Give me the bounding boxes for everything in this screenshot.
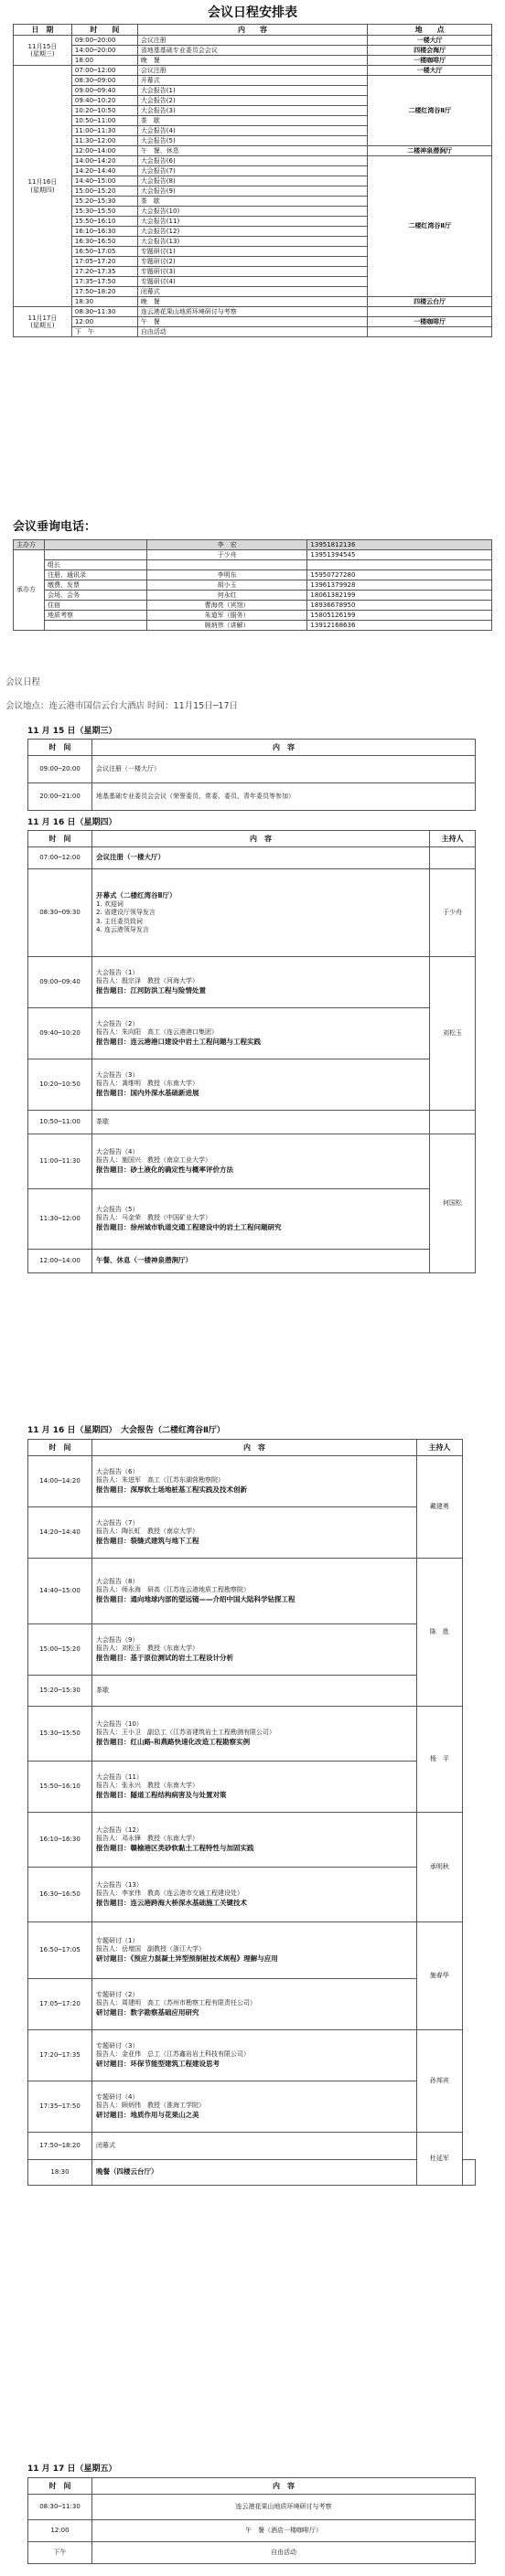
content-cell: 会议注册 [137, 36, 367, 46]
page-title: 会议日程安排表 [208, 5, 297, 20]
report-topic: 报告题目：砂土液化的确定性与概率评价方法 [96, 1165, 233, 1174]
table-row-time: 16:50─17:05 [28, 1922, 92, 1979]
contact-name: 何永红 [146, 591, 307, 601]
table-row [28, 1676, 476, 1707]
contact-role [44, 621, 146, 631]
host-phone: 13951812136 [307, 540, 492, 550]
report-label: 大会报告（3） [96, 1071, 139, 1079]
table-row [28, 1456, 476, 1507]
table-row-content: 连云港花果山地质环境研讨与考察 [92, 2495, 476, 2520]
table-row-content [92, 1507, 417, 1559]
table-row [14, 550, 492, 560]
contact-phone: 13912168636 [307, 621, 492, 631]
location-cell: 一楼大厅 [368, 66, 492, 76]
table-row-content: 自由活动 [92, 2542, 476, 2564]
time-cell: 14:00─20:00 [71, 46, 137, 56]
time-cell: 18:00 [71, 56, 137, 66]
table-row-content [92, 2081, 417, 2133]
time-cell: 09:00─09:40 [71, 86, 137, 96]
table-row [14, 56, 492, 66]
table-row-time: 16:10─16:30 [28, 1813, 92, 1868]
table-row-time: 18:30 [28, 2160, 92, 2186]
day2a-title: 11 月 16 日（星期四） [27, 818, 117, 827]
report-label: 大会报告（1） [96, 969, 139, 976]
report-label: 大会报告（11） [96, 1773, 143, 1781]
content-cell: 晚 餐 [137, 297, 367, 307]
table-row-time: 11:30─12:00 [28, 1189, 92, 1250]
table-row-content [92, 1707, 417, 1762]
table-row [28, 2133, 476, 2160]
table-row-time: 17:50─18:20 [28, 2133, 92, 2160]
contact-role: 注册、通讯录 [44, 570, 146, 580]
speaker: 报告人：师永海 研高（江苏连云港地质工程勘察院） [96, 1586, 250, 1594]
table-row-time: 14:40─15:00 [28, 1559, 92, 1624]
time-cell: 12:00─14:00 [71, 146, 137, 156]
content-cell: 大会报告(3) [137, 106, 367, 116]
table-row-content [92, 1676, 417, 1707]
report-topic: 报告题目：国内外深水基础新进展 [96, 1088, 199, 1097]
content-cell: 大会报告(12) [137, 227, 367, 237]
day2a-table [27, 830, 476, 1273]
table-row [14, 146, 492, 156]
table-row-content [92, 2030, 417, 2081]
table-row-content: 地基基础专业委员会会议（荣誉委员、常委、委员、青年委员等参加） [92, 783, 476, 811]
contact-name: 李明东 [146, 570, 307, 580]
speaker: 报告人：王小卫 副总工（江苏省建筑岩土工程勘测有限公司） [96, 1729, 275, 1737]
speaker: 报告人：殷宗泽 教授（河海大学） [96, 977, 199, 985]
speaker: 报告人：金亚伟 总工（江苏鑫岩岩土科技有限公司） [96, 2050, 250, 2059]
table-row-content [92, 2133, 417, 2160]
speaker: 报告人：顾炳伟 教授（淮海工学院） [96, 2102, 205, 2110]
time-cell: 15:50─16:10 [71, 217, 137, 227]
time-cell: 11:30─12:00 [71, 136, 137, 146]
time-cell: 09:00─20:00 [71, 36, 137, 46]
location-cell: 二楼红湾谷Ⅱ厅 [368, 156, 492, 297]
contact-phone: 13951394545 [307, 550, 492, 560]
contact-name: 胡小玉 [146, 580, 307, 591]
report-label: 大会报告（4） [96, 1148, 139, 1155]
day3-table [27, 2477, 476, 2564]
table-row-content: 茶歇 [92, 1111, 430, 1134]
table-row-content [92, 1813, 417, 1868]
content-cell: 大会报告(2) [137, 96, 367, 106]
day1-col-content: 内 容 [92, 740, 476, 756]
table-row [14, 560, 492, 570]
host-name: 孙邦宾 [416, 2030, 462, 2133]
table-row-time: 17:35─17:50 [28, 2081, 92, 2133]
content-cell: 大会报告(8) [137, 176, 367, 186]
report-topic: 研讨题目：环保节能型建筑工程建设思考 [96, 2059, 220, 2068]
table-row [28, 1762, 476, 1813]
content-cell: 专题研讨(2) [137, 257, 367, 267]
time-cell: 12:00 [71, 317, 137, 327]
date-cell [14, 66, 72, 307]
table-row-content [92, 1922, 417, 1979]
table-row-content [92, 1456, 417, 1507]
report-topic: 报告题目：赣榆港区类砂软黏土工程特性与加固实践 [96, 1843, 254, 1852]
contact-role: 会场、会务 [44, 591, 146, 601]
host-name: 施春华 [416, 1922, 462, 2030]
table-row [14, 66, 492, 76]
table-row-content [92, 1868, 417, 1922]
content-cell: 省地基基础专业委员会会议 [137, 46, 367, 56]
table-row-content [92, 1559, 417, 1624]
table-row [14, 36, 492, 46]
table-row [28, 2081, 476, 2133]
table-row-time: 09:00─09:40 [28, 957, 92, 1008]
day2b-table [27, 1439, 476, 2186]
report-label: 大会报告（9） [96, 1636, 139, 1644]
location-cell: 一楼咖啡厅 [368, 317, 492, 327]
table-row-time: 16:30─16:50 [28, 1868, 92, 1922]
location-cell [368, 307, 492, 317]
weekday-text: (星期三) [30, 50, 55, 58]
contact-phone: 15950727280 [307, 570, 492, 580]
col-date: 日 期 [14, 25, 72, 36]
time-cell: 下 午 [71, 327, 137, 337]
time-cell: 08:30─11:30 [71, 307, 137, 317]
speaker: 报告人：张永兴 教授（东南大学） [96, 1782, 199, 1790]
speaker: 报告人：刘松玉 教授（东南大学） [96, 1645, 199, 1653]
day3-col-content: 内 容 [92, 2478, 476, 2495]
content-cell: 晚 餐 [137, 56, 367, 66]
content-cell: 专题研讨(3) [137, 267, 367, 277]
table-row [14, 307, 492, 317]
weekday-text: (星期五) [30, 322, 55, 329]
contact-phone [307, 560, 492, 570]
table-row-time: 14:00─14:20 [28, 1456, 92, 1507]
speaker: 报告人：龚维明 教授（东南大学） [96, 1080, 199, 1088]
session-title: 开幕式（二楼红湾谷Ⅱ厅） [96, 890, 177, 899]
report-topic: 研讨题目：数字勘察基础应用研究 [96, 2007, 199, 2017]
table-row-time: 14:20─14:40 [28, 1507, 92, 1559]
time-cell: 07:00─12:00 [71, 66, 137, 76]
table-row [14, 601, 492, 611]
report-topic: 报告题目：连云港跨海大桥深水基础施工关键技术 [96, 1898, 247, 1907]
table-row [28, 1922, 476, 1979]
content-cell: 大会报告(10) [137, 207, 367, 217]
report-topic: 报告题目：通向地球内部的望远镜——介绍中国大陆科学钻探工程 [96, 1594, 295, 1603]
table-row-content: 午 餐（酒店一楼咖啡厅） [92, 2520, 476, 2542]
report-label: 大会报告（7） [96, 1519, 139, 1527]
report-topic: 晚餐（四楼云台厅） [96, 2167, 158, 2177]
table-row [28, 1979, 476, 2030]
report-topic: 报告题目：裂缝式建筑与地下工程 [96, 1536, 199, 1545]
table-row-content [92, 1624, 417, 1676]
host-name: 于少舟 [430, 869, 476, 957]
agenda-item: 1. 欢迎词 [96, 899, 124, 908]
contact-phone: 18936678950 [307, 601, 492, 611]
day2b-title: 11 月 16 日（星期四） 大会报告（二楼红湾谷Ⅱ厅） [27, 1426, 225, 1435]
content-cell: 大会报告(4) [137, 126, 367, 136]
speaker: 报告人：施国兴 教授（南京工业大学） [96, 1156, 211, 1165]
time-cell: 14:40─15:00 [71, 176, 137, 186]
host-name: 戴建勇 [416, 1456, 462, 1559]
schedule-subtitle: 会议日程 [5, 677, 41, 687]
report-label: 大会报告（2） [96, 1020, 139, 1027]
contact-role: 组长 [44, 560, 146, 570]
contact-name: 曹海亮（宾馆） [146, 601, 307, 611]
table-row-time: 09:40─10:20 [28, 1008, 92, 1059]
table-row-content: 午餐、休息（一楼神泉潜涧厅） [92, 1250, 430, 1273]
time-cell: 16:10─16:30 [71, 227, 137, 237]
report-label: 专题研讨（2） [96, 1991, 139, 1998]
table-row-time: 11:00─11:30 [28, 1134, 92, 1189]
report-label: 茶歇 [96, 1686, 109, 1694]
contact-role: 缴费、发票 [44, 580, 146, 591]
date-cell [14, 307, 72, 337]
time-cell: 10:20─10:50 [71, 106, 137, 116]
table-row-time: 08:30─09:30 [28, 869, 92, 957]
table-row-time: 下午 [28, 2542, 92, 2564]
content-cell: 大会报告(7) [137, 166, 367, 176]
table-row-time: 15:20─15:30 [28, 1676, 92, 1707]
host-name: 何国松 [430, 1134, 476, 1273]
content-cell: 大会报告(11) [137, 217, 367, 227]
table-row-time: 08:30─11:30 [28, 2495, 92, 2520]
table-row-time: 09:00─20:00 [28, 756, 92, 783]
report-topic: 研讨题目：《预应力混凝土异型预制桩技术规程》理解与应用 [96, 1953, 278, 1963]
table-row-time: 20:00─21:00 [28, 783, 92, 811]
table-row [28, 2160, 476, 2186]
time-cell: 10:50─11:00 [71, 116, 137, 126]
day1-title: 11 月 15 日（星期三） [27, 727, 117, 736]
contacts-table [13, 539, 492, 631]
contact-name: 朱道军（服务） [146, 611, 307, 621]
report-topic: 报告题目：基于原位测试的岩土工程设计分析 [96, 1653, 233, 1662]
table-row-time: 12:00 [28, 2520, 92, 2542]
time-cell: 17:35─17:50 [71, 277, 137, 287]
host-name: 刘松玉 [430, 957, 476, 1111]
table-row [14, 570, 492, 580]
table-row [14, 156, 492, 166]
table-row-content [92, 1762, 417, 1813]
summary-table [13, 24, 492, 337]
host-name: 李 宏 [146, 540, 307, 550]
speaker: 报告人：周建明 高工（苏州市勘察工程有限责任公司） [96, 1999, 256, 2007]
report-topic: 报告题目：红山路-和燕路快速化改造工程勘察实例 [96, 1737, 251, 1746]
table-row [28, 1868, 476, 1922]
host-role: 主办方 [14, 540, 45, 550]
content-cell: 茶 歇 [137, 197, 367, 207]
table-row [28, 2030, 476, 2081]
report-topic: 报告题目：深厚软土场地桩基工程实践及技术创新 [96, 1485, 247, 1494]
report-label: 专题研讨（1） [96, 1937, 139, 1944]
day2b-col-host: 主持人 [416, 1440, 462, 1456]
time-cell: 15:30─15:50 [71, 207, 137, 217]
contact-phone: 18061382199 [307, 591, 492, 601]
host-name: 承明秋 [416, 1813, 462, 1922]
location-cell: 一楼大厅 [368, 36, 492, 46]
table-row [28, 1624, 476, 1676]
col-content: 内 容 [137, 25, 367, 36]
table-row-time: 07:00─12:00 [28, 847, 92, 869]
time-cell: 15:20─15:30 [71, 197, 137, 207]
report-label: 大会报告（5） [96, 1206, 139, 1213]
table-row [14, 611, 492, 621]
table-row [14, 621, 492, 631]
content-cell: 午 餐 [137, 317, 367, 327]
time-cell: 11:00─11:30 [71, 126, 137, 136]
date-text: 11月17日 [27, 314, 58, 322]
contact-phone: 13961379928 [307, 580, 492, 591]
table-row-time: 15:50─16:10 [28, 1762, 92, 1813]
venue-line: 会议地点：连云港市国信云台大酒店 时间：11月15日─17日 [5, 701, 239, 711]
content-cell: 大会报告(13) [137, 237, 367, 247]
table-row-time: 12:00─14:00 [28, 1250, 92, 1273]
table-row-time: 15:30─15:50 [28, 1707, 92, 1762]
date-cell [14, 36, 72, 66]
speaker: 报告人：李家伟 教高（连云港市交通工程建设处） [96, 1889, 243, 1898]
speaker: 报告人：朱进军 高工（江苏东湖营勘察院） [96, 1476, 224, 1485]
table-row [14, 317, 492, 327]
day2b-col-time: 时 间 [28, 1440, 92, 1456]
report-label: 大会报告（8） [96, 1578, 139, 1585]
host-name: 杨 平 [416, 1707, 462, 1813]
content-cell: 大会报告(5) [137, 136, 367, 146]
table-row [14, 46, 492, 56]
organizer-label: 承办方 [14, 550, 45, 631]
table-row [14, 580, 492, 591]
contacts-title: 会议垂询电话： [13, 520, 97, 534]
col-time: 时 间 [71, 25, 137, 36]
day2b-col-content: 内 容 [92, 1440, 417, 1456]
table-row-content: 会议注册（一楼大厅） [92, 847, 430, 869]
contact-role: 地质考察 [44, 611, 146, 621]
date-text: 11月16日 [27, 178, 58, 186]
time-cell: 18:30 [71, 297, 137, 307]
report-label: 专题研讨（3） [96, 2042, 139, 2049]
agenda-item: 4. 连云港领导发言 [96, 926, 149, 933]
report-label: 大会报告（10） [96, 1720, 143, 1728]
table-row [14, 327, 492, 337]
table-row-time: 10:50─11:00 [28, 1111, 92, 1134]
time-cell: 09:40─10:20 [71, 96, 137, 106]
location-cell: 四楼会海厅 [368, 46, 492, 56]
report-label: 大会报告（13） [96, 1881, 143, 1889]
table-row-time: 17:20─17:35 [28, 2030, 92, 2081]
report-topic: 报告题目：江河防洪工程与险情处置 [96, 985, 206, 995]
speaker: 报告人：陶长虹 教授（南京大学） [96, 1528, 199, 1536]
location-cell [368, 327, 492, 337]
content-cell: 自由活动 [137, 327, 367, 337]
table-row-time: 15:00─15:20 [28, 1624, 92, 1676]
time-cell: 08:30─09:00 [71, 76, 137, 86]
table-row [28, 1559, 476, 1624]
day1-col-time: 时 间 [28, 740, 92, 756]
speaker: 报告人：岳增国 副教授（浙江大学） [96, 1945, 205, 1953]
content-cell: 专题研讨(4) [137, 277, 367, 287]
time-cell: 15:00─15:20 [71, 186, 137, 197]
date-text: 11月15日 [27, 42, 58, 50]
contact-role [44, 550, 146, 560]
day2a-col-content: 内 容 [92, 831, 430, 847]
speaker: 报告人：马金荣 教授（中国矿业大学） [96, 1214, 211, 1222]
location-cell: 二楼神泉潜涧厅 [368, 146, 492, 156]
report-topic: 报告题目：隧道工程结构病害及与处置对策 [96, 1790, 227, 1799]
time-cell: 17:05─17:20 [71, 257, 137, 267]
content-cell: 大会报告(1) [137, 86, 367, 96]
report-label: 专题研讨（4） [96, 2093, 139, 2101]
speaker: 报告人：朱向阳 高工（连云港港口集团） [96, 1028, 218, 1037]
time-cell: 14:00─14:20 [71, 156, 137, 166]
content-cell: 茶 歇 [137, 116, 367, 126]
report-label: 大会报告（6） [96, 1468, 139, 1475]
location-cell: 二楼红湾谷Ⅱ厅 [368, 76, 492, 146]
speaker: 报告人：邓永锋 教授（东南大学） [96, 1835, 199, 1843]
table-row-content [92, 1979, 417, 2030]
agenda-item: 3. 主任委员致词 [96, 917, 143, 925]
content-cell: 大会报告(9) [137, 186, 367, 197]
table-row-content [92, 2160, 417, 2186]
time-cell: 16:30─16:50 [71, 237, 137, 247]
table-row-content: 会议注册（一楼大厅） [92, 756, 476, 783]
agenda-item: 2. 省建设厅领导发言 [96, 909, 156, 917]
content-cell: 会议注册 [137, 66, 367, 76]
location-cell: 四楼云台厅 [368, 297, 492, 307]
time-cell: 17:50─18:20 [71, 287, 137, 297]
content-cell: 开幕式 [137, 76, 367, 86]
day2a-col-host: 主持人 [430, 831, 476, 847]
contact-role: 住宿 [44, 601, 146, 611]
table-row-time: 10:20─10:50 [28, 1059, 92, 1111]
report-topic: 研讨题目：地质作用与花果山之美 [96, 2110, 199, 2119]
content-cell: 专题研讨(1) [137, 247, 367, 257]
table-row [28, 1507, 476, 1559]
day2a-col-time: 时 间 [28, 831, 92, 847]
location-cell: 一楼咖啡厅 [368, 56, 492, 66]
table-row [28, 1813, 476, 1868]
col-location: 地 点 [368, 25, 492, 36]
time-cell: 14:20─14:40 [71, 166, 137, 176]
table-row [14, 591, 492, 601]
contact-name [146, 560, 307, 570]
content-cell: 大会报告(6) [137, 156, 367, 166]
report-label: 大会报告（12） [96, 1826, 143, 1834]
content-cell: 连云港花果山地质环境研讨与考察 [137, 307, 367, 317]
table-row [28, 1707, 476, 1762]
time-cell: 16:50─17:05 [71, 247, 137, 257]
table-row-time: 17:05─17:20 [28, 1979, 92, 2030]
host-name: 杜延军 [416, 2133, 462, 2186]
contact-name: 顾炳伟（讲解） [146, 621, 307, 631]
contact-name: 于少舟 [146, 550, 307, 560]
table-row [14, 297, 492, 307]
day3-title: 11 月 17 日（星期五） [27, 2464, 117, 2474]
content-cell: 闭幕式 [137, 287, 367, 297]
time-cell: 17:20─17:35 [71, 267, 137, 277]
report-topic: 报告题目：连云港港口建设中岩土工程问题与工程实践 [96, 1037, 261, 1046]
table-row [14, 76, 492, 86]
host-name: 陈 胜 [416, 1559, 462, 1707]
report-label: 闭幕式 [96, 2141, 115, 2149]
content-cell: 午 餐、休息 [137, 146, 367, 156]
weekday-text: (星期四) [30, 186, 55, 194]
day1-table [27, 739, 476, 811]
report-topic: 报告题目：徐州城市轨道交通工程建设中的岩土工程问题研究 [96, 1222, 282, 1231]
contact-phone: 15805126199 [307, 611, 492, 621]
table-row-content [92, 869, 430, 957]
day3-col-time: 时 间 [28, 2478, 92, 2495]
